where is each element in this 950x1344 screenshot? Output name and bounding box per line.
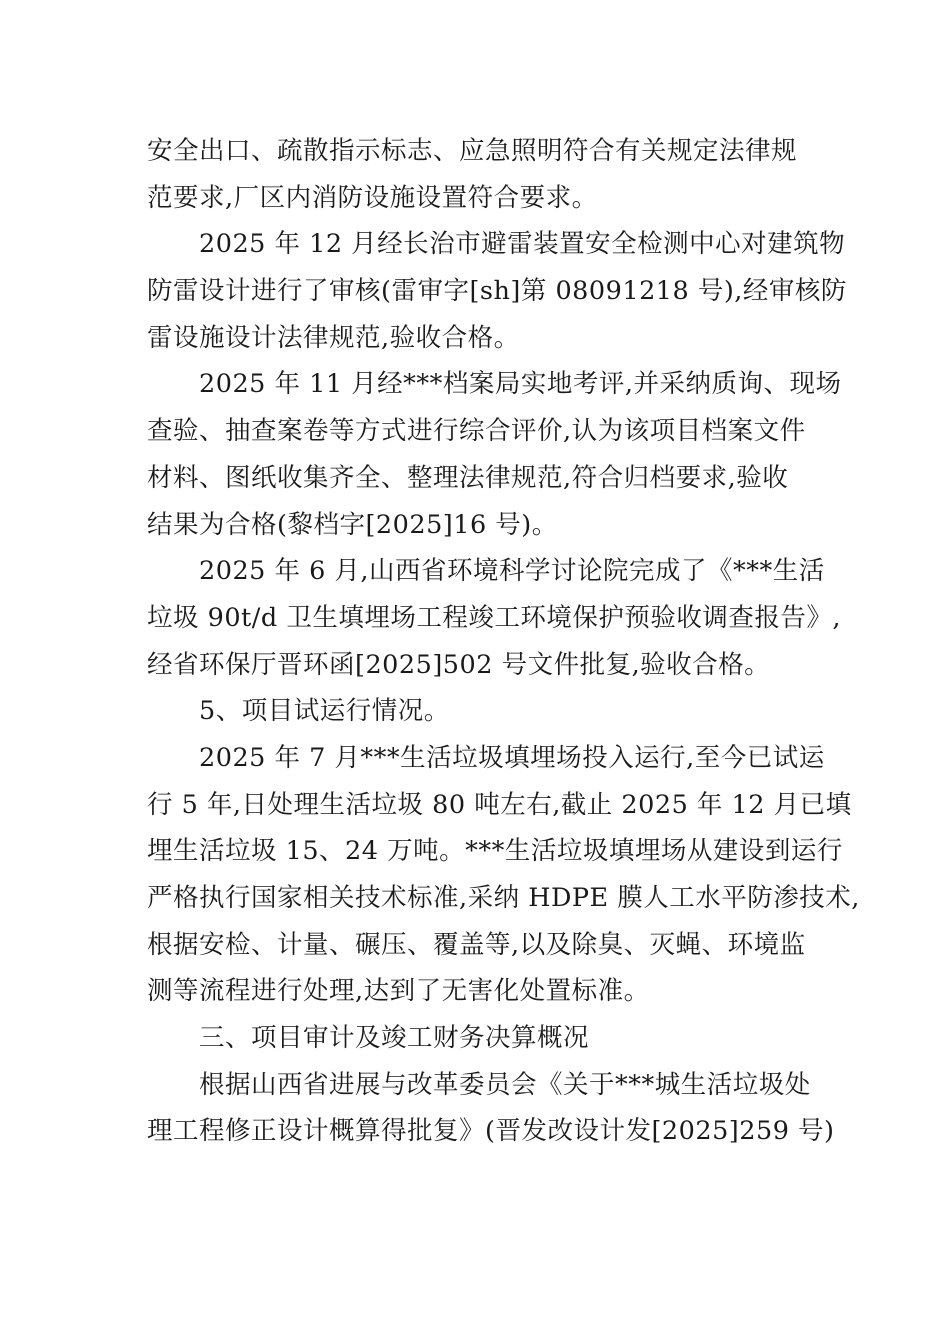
text-line: 防雷设计进行了审核(雷审字[sh]第 08091218 号),经审核防 [147, 276, 847, 307]
text-line: 根据安检、计量、碾压、覆盖等,以及除臭、灭蝇、环境监 [147, 929, 806, 960]
text-line: 范要求,厂区内消防设施设置符合要求。 [147, 182, 598, 213]
text-line: 查验、抽查案卷等方式进行综合评价,认为该项目档案文件 [147, 416, 806, 447]
text-line: 材料、图纸收集齐全、整理法律规范,符合归档要求,验收 [147, 462, 789, 493]
paragraph-start-line: 2025 年 7 月***生活垃圾填埋场投入运行,至今已试运 [199, 742, 825, 773]
section-heading: 三、项目审计及竣工财务决算概况 [199, 1023, 590, 1054]
text-line: 结果为合格(黎档字[2025]16 号)。 [147, 509, 558, 540]
text-line: 埋生活垃圾 15、24 万吨。***生活垃圾填埋场从建设到运行 [147, 836, 843, 867]
document-body [147, 128, 860, 1155]
text-line: 理工程修正设计概算得批复》(晋发改设计发[2025]259 号) [147, 1116, 835, 1147]
text-line: 雷设施设计法律规范,验收合格。 [147, 322, 520, 353]
paragraph-start-line: 根据山西省进展与改革委员会《关于***城生活垃圾处 [199, 1069, 811, 1100]
section-heading: 5、项目试运行情况。 [199, 696, 450, 727]
text-line: 行 5 年,日处理生活垃圾 80 吨左右,截止 2025 年 12 月已填 [147, 789, 852, 820]
paragraph-start-line: 2025 年 6 月,山西省环境科学讨论院完成了《***生活 [199, 556, 825, 587]
paragraph-start-line: 2025 年 11 月经***档案局实地考评,并采纳质询、现场 [199, 369, 842, 400]
text-line: 测等流程进行处理,达到了无害化处置标准。 [147, 976, 650, 1007]
paragraph-start-line: 2025 年 12 月经长治市避雷装置安全检测中心对建筑物 [199, 229, 846, 260]
text-line: 严格执行国家相关技术标准,采纳 HDPE 膜人工水平防渗技术, [147, 883, 860, 913]
text-line: 安全出口、疏散指示标志、应急照明符合有关规定法律规 [147, 136, 798, 166]
text-line: 经省环保厅晋环函[2025]502 号文件批复,验收合格。 [147, 649, 771, 680]
text-line: 垃圾 90t/d 卫生填埋场工程竣工环境保护预验收调查报告》, [147, 602, 841, 633]
